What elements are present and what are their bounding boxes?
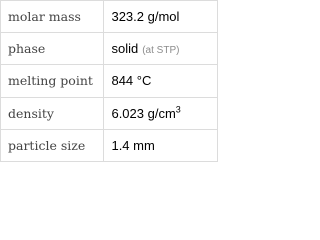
property-label-cell <box>1 65 104 97</box>
table-row <box>1 1 218 33</box>
property-value-cell <box>104 65 218 97</box>
density-value: 6.023 g/cm <box>111 105 176 121</box>
property-label-cell <box>1 33 104 65</box>
property-value <box>104 138 217 153</box>
property-value <box>104 41 217 56</box>
property-label-cell <box>1 97 104 129</box>
property-label: melting point <box>8 73 93 89</box>
property-value <box>104 9 217 24</box>
property-value-cell <box>104 97 218 129</box>
property-label: density <box>8 105 54 121</box>
property-label: molar mass <box>8 9 81 25</box>
phase-note: (at STP) <box>142 45 180 57</box>
property-value-cell <box>104 1 218 33</box>
property-value-cell <box>104 129 218 161</box>
property-value-cell <box>104 33 218 65</box>
table-row <box>1 33 218 65</box>
density-unit-superscript: 3 <box>175 104 181 115</box>
property-value <box>104 73 217 88</box>
particle-size-value: 1.4 mm <box>111 137 155 153</box>
properties-table <box>0 0 218 162</box>
table-row <box>1 97 218 129</box>
property-label-cell <box>1 1 104 33</box>
table-row <box>1 65 218 97</box>
melting-point-value: 844 °C <box>111 73 152 89</box>
molar-mass-value: 323.2 g/mol <box>111 9 180 25</box>
property-label: phase <box>8 41 46 57</box>
property-label-cell <box>1 129 104 161</box>
table-row <box>1 129 218 161</box>
property-value <box>104 106 217 121</box>
property-label: particle size <box>8 137 86 153</box>
phase-value: solid <box>111 41 139 57</box>
